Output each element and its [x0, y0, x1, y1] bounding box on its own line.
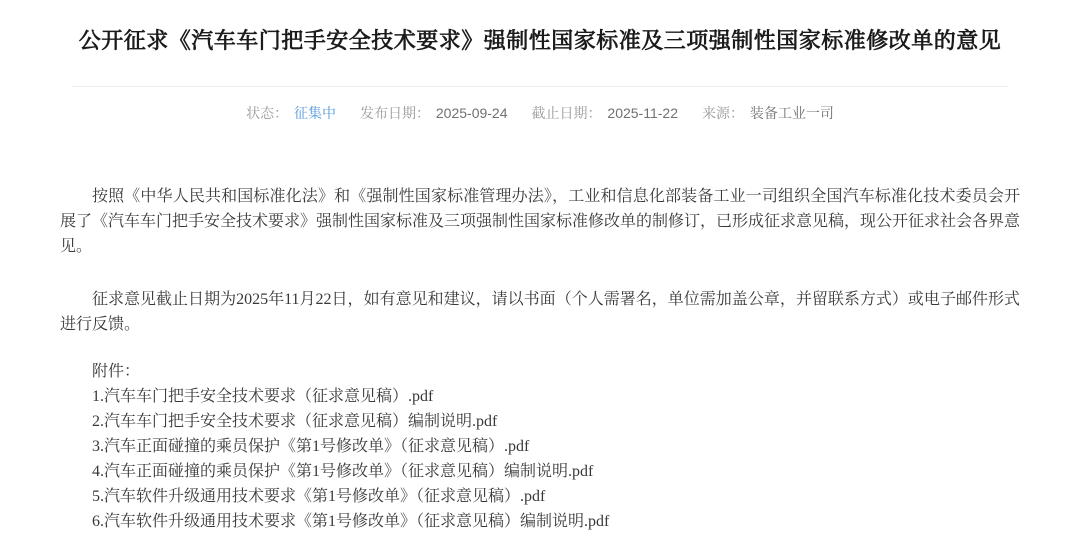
attachment-link-4[interactable]: 4.汽车正面碰撞的乘员保护《第1号修改单》（征求意见稿）编制说明.pdf [92, 463, 594, 480]
status-value: 征集中 [294, 105, 336, 121]
publish-date-field [360, 105, 508, 121]
deadline-field [532, 105, 678, 121]
attachment-link-5[interactable]: 5.汽车软件升级通用技术要求《第1号修改单》（征求意见稿）.pdf [92, 488, 546, 505]
paragraph-feedback-instructions: 征求意见截止日期为2025年11月22日，如有意见和建议，请以书面（个人需署名，单位需加盖公章，并留联系方式）或电子邮件形式进行反馈。 [60, 291, 1020, 333]
deadline-value: 2025-11-22 [607, 105, 678, 121]
meta-bar [60, 105, 1020, 121]
deadline-label: 截止日期： [531, 105, 602, 121]
page-title: 公开征求《汽车车门把手安全技术要求》强制性国家标准及三项强制性国家标准修改单的意见 [78, 28, 1002, 53]
paragraph-intro: 按照《中华人民共和国标准化法》和《强制性国家标准管理办法》，工业和信息化部装备工业一司组织全国汽车标准化技术委员会开展了《汽车车门把手安全技术要求》强制性国家标准及三项强制性国家标准修改单的制修订，已形成征求意见稿，现公开征求社会各界意见。 [60, 188, 1021, 255]
status-field [246, 105, 336, 121]
source-label: 来源： [701, 105, 744, 121]
publish-date-value: 2025-09-24 [435, 105, 508, 121]
publish-date-label: 发布日期： [360, 105, 430, 121]
title-divider [72, 86, 1008, 87]
attachment-link-3[interactable]: 3.汽车正面碰撞的乘员保护《第1号修改单》（征求意见稿）.pdf [92, 438, 530, 455]
source-value: 装备工业一司 [749, 105, 834, 121]
source-field [702, 105, 834, 121]
article-body [60, 184, 1020, 534]
attachments-label: 附件： [92, 363, 141, 380]
consultation-notice-page [60, 0, 1020, 534]
status-label: 状态： [246, 105, 289, 121]
attachments-section [60, 359, 1020, 534]
attachment-link-6[interactable]: 6.汽车软件升级通用技术要求《第1号修改单》（征求意见稿）编制说明.pdf [92, 513, 610, 530]
attachment-link-1[interactable]: 1.汽车车门把手安全技术要求（征求意见稿）.pdf [92, 388, 434, 405]
attachment-link-2[interactable]: 2.汽车车门把手安全技术要求（征求意见稿）编制说明.pdf [92, 413, 498, 430]
